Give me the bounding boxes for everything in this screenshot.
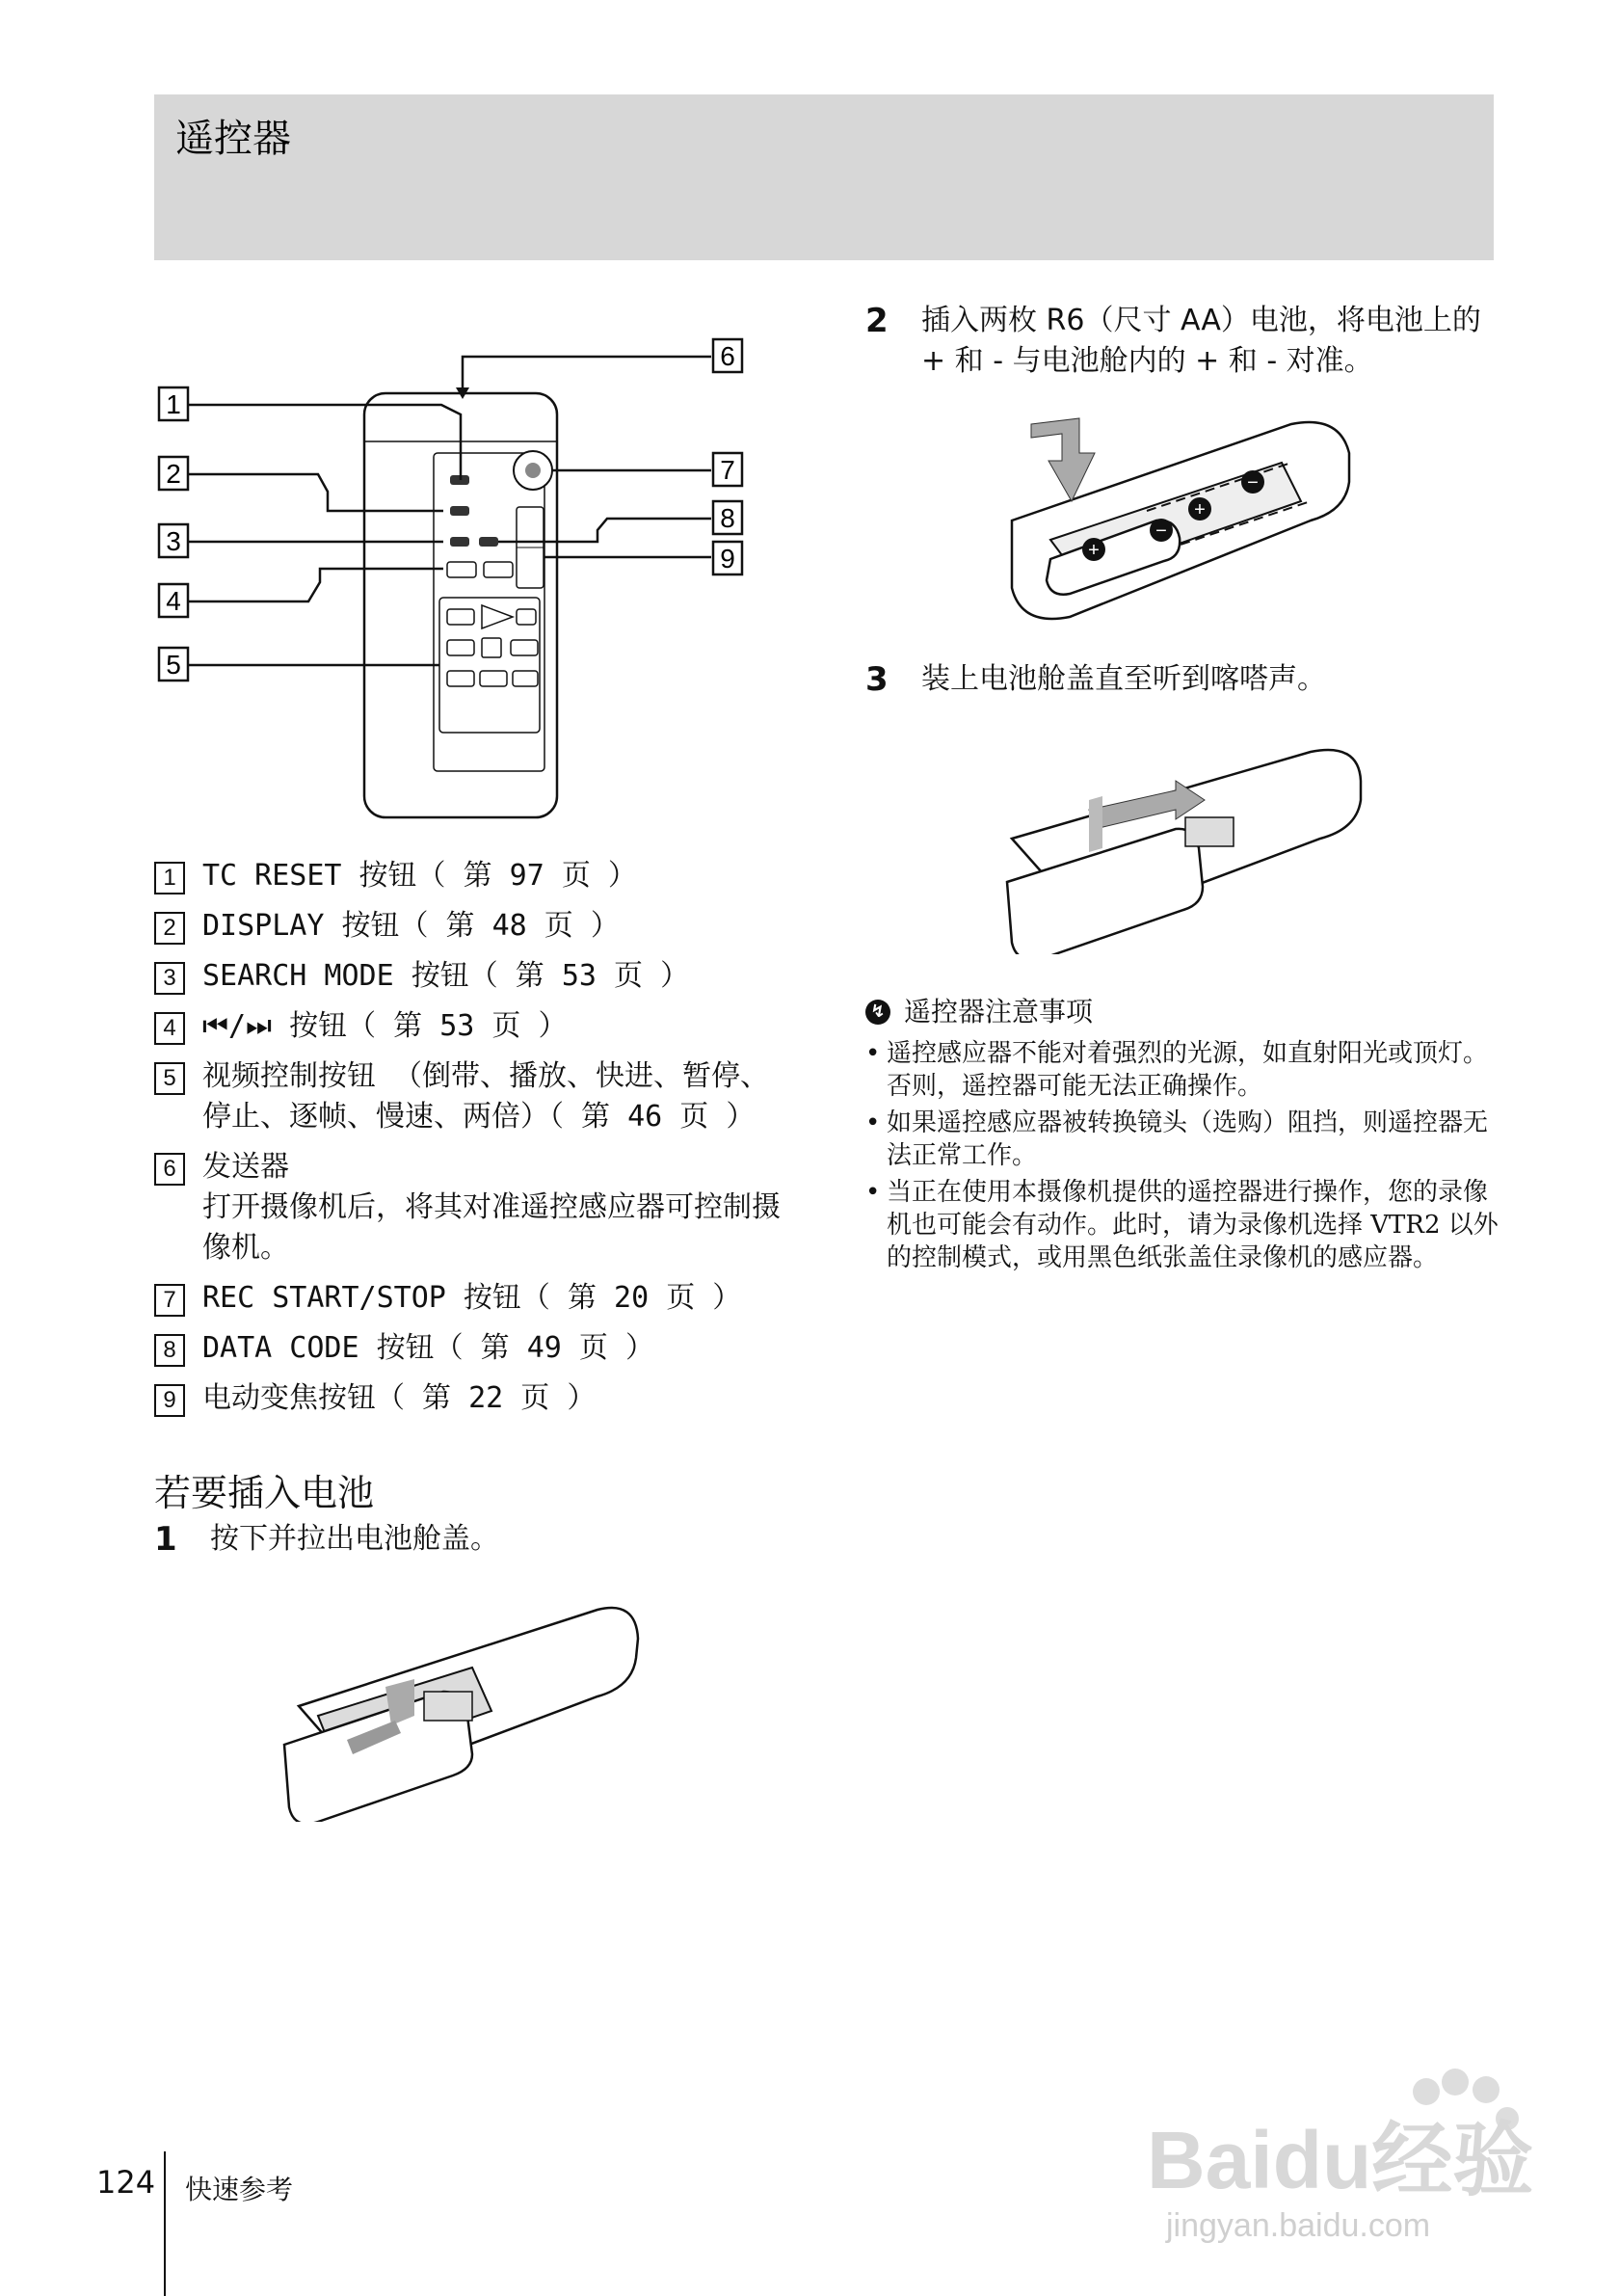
legend-item <box>154 1147 790 1268</box>
callout-8: 8 <box>720 503 735 533</box>
baidu-watermark <box>1137 2063 1542 2256</box>
legend-text: SEARCH MODE 按钮（ 第 53 页 ） <box>202 959 690 993</box>
callout-1: 1 <box>166 389 181 419</box>
legend-number: 6 <box>154 1153 185 1186</box>
data-code-button-shape <box>479 537 498 547</box>
step-1 <box>154 1519 790 1560</box>
svg-text:+: + <box>1088 540 1100 561</box>
notes-box <box>865 993 1501 1278</box>
search-mode-button-shape <box>450 537 469 547</box>
legend-item <box>154 1056 790 1137</box>
legend-item <box>154 856 790 896</box>
legend-subtext: 打开摄像机后，将其对准遥控感应器可控制摄像机。 <box>202 1190 781 1265</box>
callout-6: 6 <box>720 341 735 371</box>
step-text: 装上电池舱盖直至听到喀嗒声。 <box>921 662 1326 696</box>
callout-7: 7 <box>720 455 735 485</box>
step-text: 按下并拉出电池舱盖。 <box>210 1522 499 1556</box>
legend-text-block <box>202 1147 790 1268</box>
header-band <box>154 94 1494 260</box>
section-heading: 若要插入电池 <box>154 1472 375 1514</box>
legend-number: 3 <box>154 962 185 995</box>
legend-text: 发送器 <box>202 1150 289 1184</box>
page-number: 124 <box>96 2164 156 2201</box>
callout-9: 9 <box>720 544 735 574</box>
legend-number: 5 <box>154 1062 185 1095</box>
step-2 <box>865 301 1501 382</box>
legend-item <box>154 1278 790 1319</box>
legend-item <box>154 956 790 997</box>
legend-item <box>154 1006 790 1047</box>
svg-text:−: − <box>1155 521 1167 542</box>
step-number: 2 <box>865 302 889 340</box>
display-button-shape <box>450 506 469 516</box>
legend-number: 8 <box>154 1334 185 1367</box>
legend-number: 2 <box>154 912 185 945</box>
legend-text: TC RESET 按钮（ 第 97 页 ） <box>202 859 637 893</box>
legend-number: 7 <box>154 1284 185 1317</box>
legend-text: 视频控制按钮 （倒带、播放、快进、暂停、停止、逐帧、慢速、两倍）（ 第 46 页 ） <box>202 1059 770 1134</box>
tip-icon: ↯ <box>865 1000 890 1025</box>
legend-list <box>154 856 790 1428</box>
legend-number: 4 <box>154 1012 185 1045</box>
note-item: • 当正在使用本摄像机提供的遥控器进行操作，您的录像机也可能会有动作。此时，请为录像机选择 VTR2 以外的控制模式，或用黑色纸张盖住录像机的感应器。 <box>865 1176 1501 1274</box>
notes-heading <box>865 993 1501 1031</box>
footer-section-title: 快速参考 <box>185 2174 294 2205</box>
legend-number: 1 <box>154 862 185 894</box>
close-cover-illustration <box>1002 742 1397 954</box>
remote-diagram <box>154 328 781 829</box>
notes-heading-text: 遥控器注意事项 <box>904 996 1094 1028</box>
legend-item <box>154 906 790 947</box>
baidu-logo-icon <box>1137 2063 1542 2207</box>
legend-item <box>154 1378 790 1419</box>
note-item: • 如果遥控感应器被转换镜头（选购）阻挡，则遥控器无法正常工作。 <box>865 1107 1501 1172</box>
step-3 <box>865 659 1501 700</box>
legend-text: ⏮/⏭ 按钮（ 第 53 页 ） <box>202 1009 568 1043</box>
svg-text:Baidu经验: Baidu经验 <box>1147 2115 1534 2205</box>
legend-item <box>154 1328 790 1369</box>
step-number: 1 <box>154 1520 177 1559</box>
legend-text: DATA CODE 按钮（ 第 49 页 ） <box>202 1331 654 1365</box>
step-number: 3 <box>865 660 889 699</box>
legend-text: REC START/STOP 按钮（ 第 20 页 ） <box>202 1281 742 1315</box>
callout-5: 5 <box>166 650 181 680</box>
svg-text:−: − <box>1247 472 1259 494</box>
legend-text: 电动变焦按钮（ 第 22 页 ） <box>202 1381 597 1415</box>
insert-battery-illustration <box>1002 414 1368 627</box>
callout-2: 2 <box>166 459 181 489</box>
legend-number: 9 <box>154 1384 185 1417</box>
step-text: 插入两枚 R6（尺寸 AA）电池，将电池上的 + 和 - 与电池舱内的 + 和 - 对准。 <box>921 304 1481 378</box>
legend-text: DISPLAY 按钮（ 第 48 页 ） <box>202 909 620 943</box>
callout-4: 4 <box>166 586 181 616</box>
callout-3: 3 <box>166 526 181 556</box>
note-item: • 遥控感应器不能对着强烈的光源，如直射阳光或顶灯。否则，遥控器可能无法正确操作。 <box>865 1037 1501 1103</box>
watermark-url: jingyan.baidu.com <box>1166 2207 1431 2244</box>
page-title: 遥控器 <box>175 117 291 161</box>
open-cover-illustration <box>279 1600 646 1822</box>
footer-divider <box>164 2151 166 2296</box>
notes-list <box>865 1037 1501 1274</box>
svg-text:+: + <box>1194 499 1206 521</box>
